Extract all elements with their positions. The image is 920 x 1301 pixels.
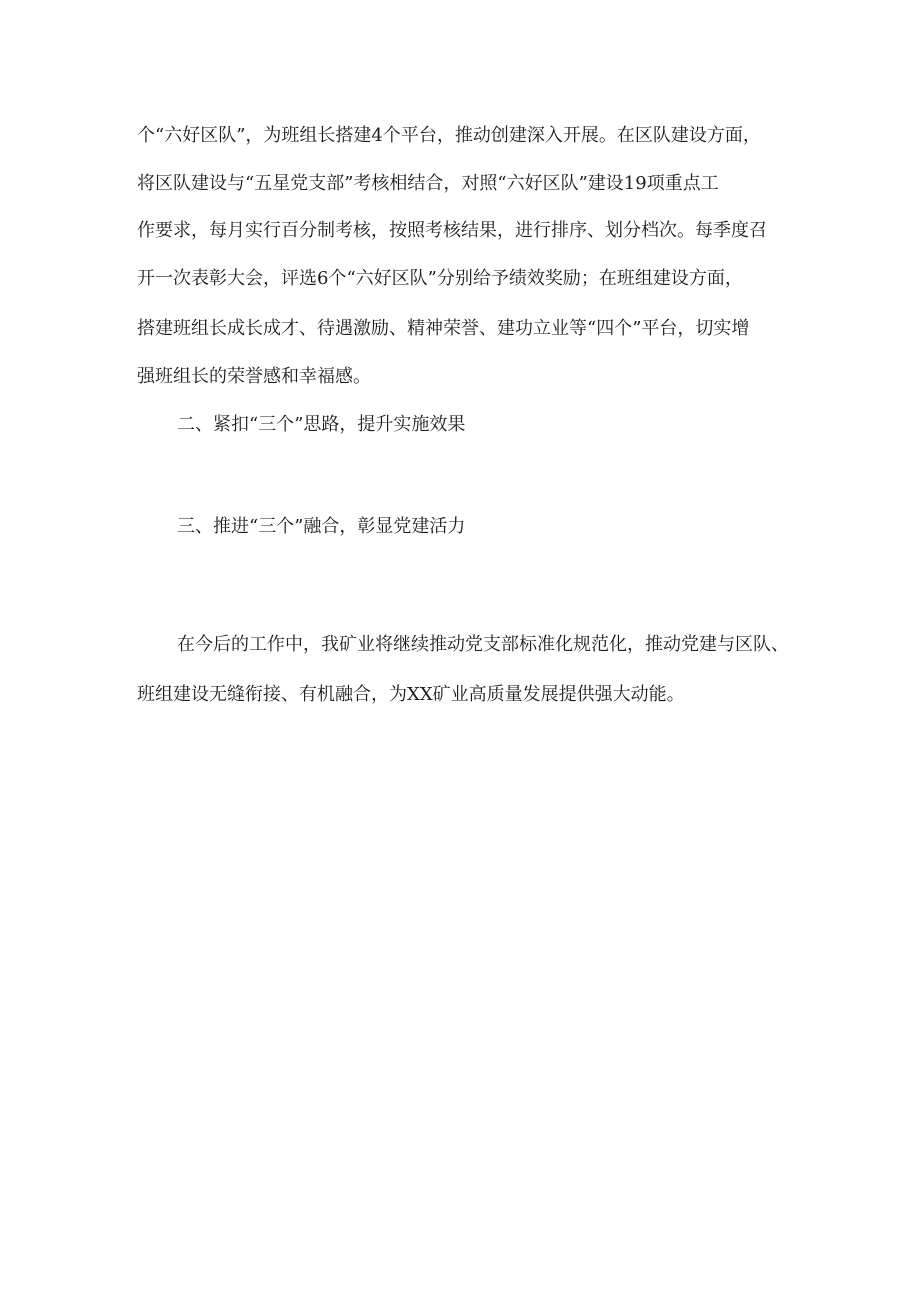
- paragraph-1-line-1: 个“六好区队”，为班组长搭建4个平台，推动创建深入开展。在区队建设方面，: [137, 125, 761, 146]
- paragraph-1-line-5: 搭建班组长成长成才、待遇激励、精神荣誉、建功立业等“四个”平台，切实增: [137, 318, 750, 339]
- paragraph-2-line-1: 在今后的工作中，我矿业将继续推动党支部标准化规范化，推动党建与区队、: [177, 634, 789, 655]
- section-heading-3: 三、推进“三个”融合，彰显党建活力: [177, 516, 466, 537]
- paragraph-1-line-2: 将区队建设与“五星党支部”考核相结合，对照“六好区队”建设19项重点工: [137, 173, 719, 194]
- paragraph-1-line-3: 作要求，每月实行百分制考核，按照考核结果，进行排序、划分档次。每季度召: [137, 220, 767, 241]
- paragraph-1-line-4: 开一次表彰大会，评选6个“六好区队”分别给予绩效奖励；在班组建设方面，: [137, 268, 743, 289]
- paragraph-2-line-2: 班组建设无缝衔接、有机融合，为XX矿业高质量发展提供强大动能。: [137, 684, 685, 705]
- section-heading-2: 二、紧扣“三个”思路，提升实施效果: [177, 414, 466, 435]
- paragraph-1-line-6: 强班组长的荣誉感和幸福感。: [137, 366, 371, 387]
